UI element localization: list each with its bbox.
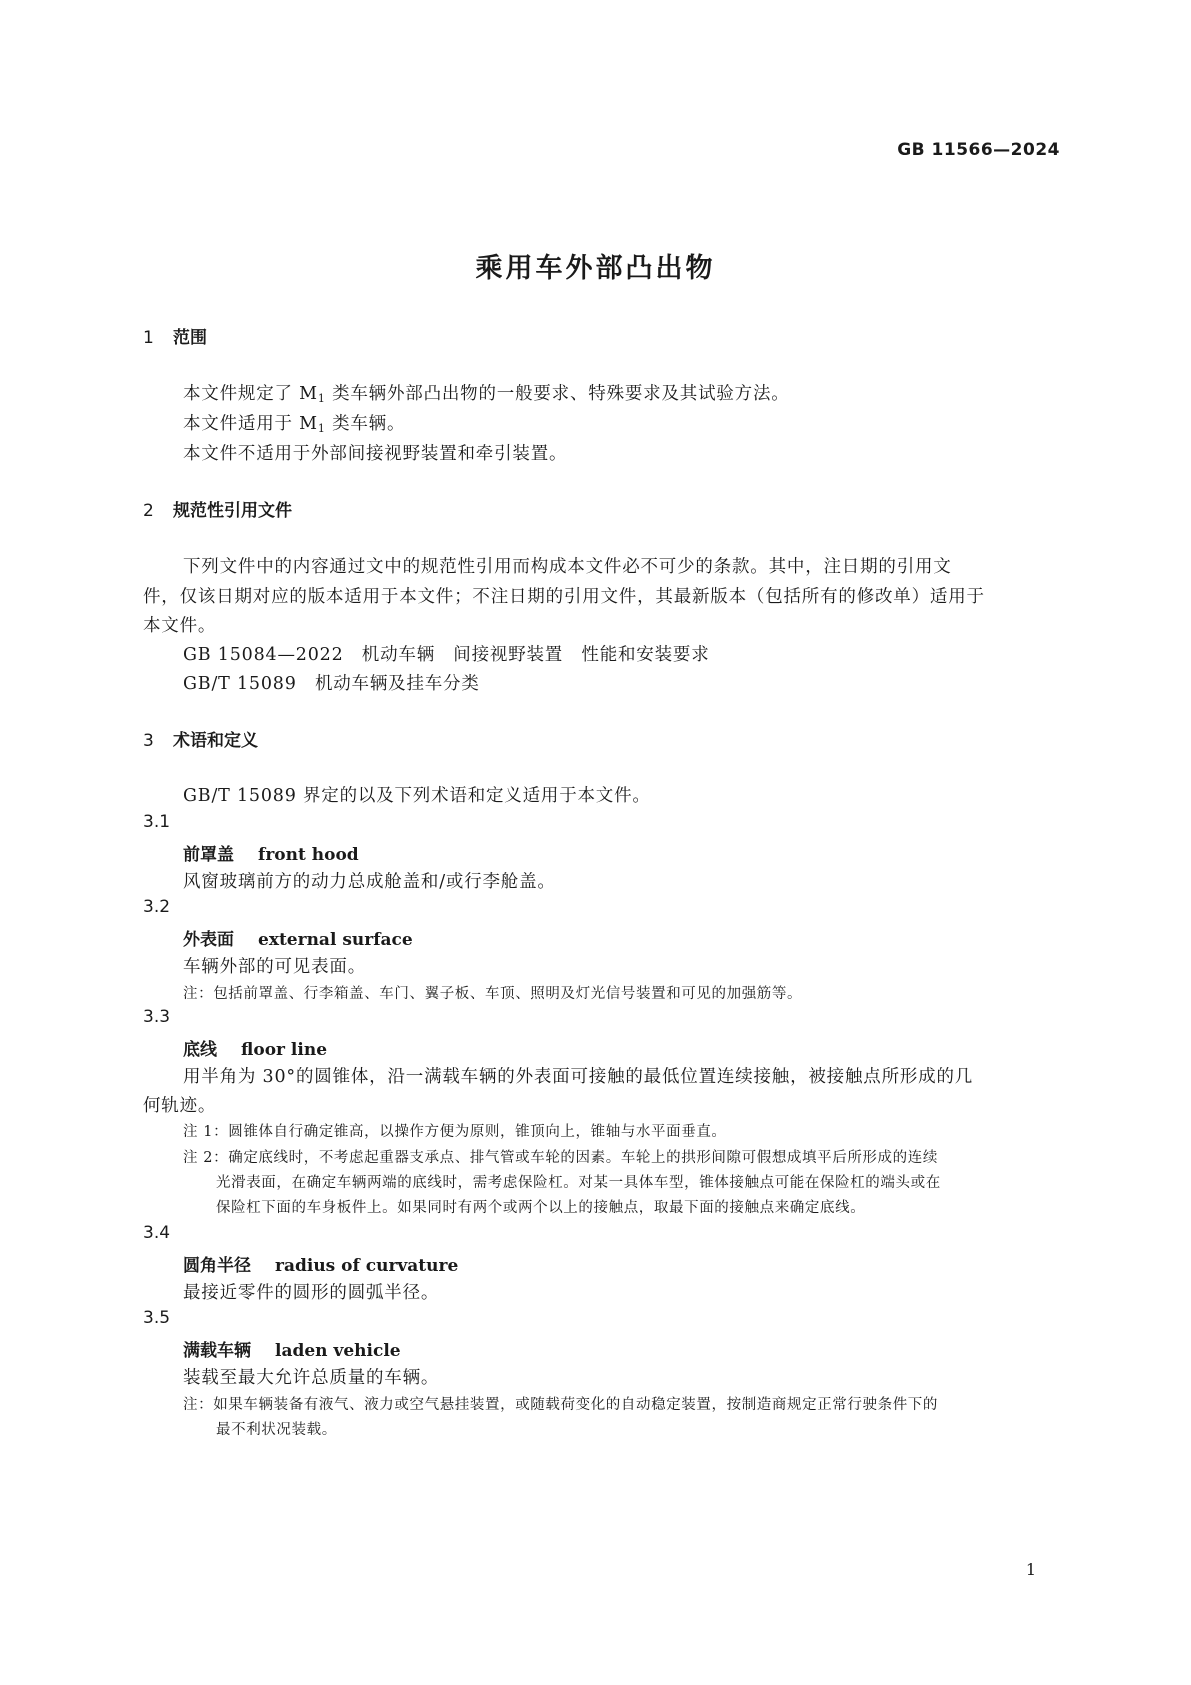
term-number: 3.2 bbox=[143, 897, 171, 917]
term-heading bbox=[183, 1251, 458, 1276]
term-definition: 装载至最大允许总质量的车辆。 bbox=[183, 1368, 440, 1388]
term-zh: 前罩盖 bbox=[183, 845, 234, 865]
subscript: 1 bbox=[317, 392, 326, 405]
term-en: front hood bbox=[258, 845, 359, 865]
normative-refs-line-1: 下列文件中的内容通过文中的规范性引用而构成本文件必不可少的条款。其中，注日期的引用文 bbox=[183, 557, 952, 577]
term-number: 3.3 bbox=[143, 1007, 171, 1027]
term-definition: 车辆外部的可见表面。 bbox=[183, 957, 366, 977]
term-zh: 外表面 bbox=[183, 930, 234, 950]
section-number: 1 bbox=[143, 328, 154, 348]
section-title: 术语和定义 bbox=[173, 731, 258, 751]
term-definition: 风窗玻璃前方的动力总成舱盖和/或行李舱盖。 bbox=[183, 872, 556, 892]
term-zh: 底线 bbox=[183, 1040, 217, 1060]
scope-paragraph-2: 本文件适用于 $M_1$ 类车辆。 bbox=[183, 414, 406, 435]
term-note-2-line-1: 注 2：确定底线时，不考虑起重器支承点、排气管或车轮的因素。车轮上的拱形间隙可假想成填平后所形成的连续 bbox=[183, 1150, 938, 1166]
term-note-1: 注 1：圆锥体自行确定锥高，以操作方便为原则，锥顶向上，锥轴与水平面垂直。 bbox=[183, 1124, 727, 1140]
document-title: 乘用车外部凸出物 bbox=[475, 253, 716, 284]
term-en: laden vehicle bbox=[275, 1341, 401, 1361]
section-3-heading bbox=[143, 726, 258, 751]
term-number: 3.4 bbox=[143, 1223, 171, 1243]
scope-paragraph-3: 本文件不适用于外部间接视野装置和牵引装置。 bbox=[183, 444, 568, 464]
term-number: 3.1 bbox=[143, 812, 171, 832]
term-en: floor line bbox=[241, 1040, 328, 1060]
section-number: 2 bbox=[143, 501, 154, 521]
scope-paragraph-1: 本文件规定了 $M_1$ 类车辆外部凸出物的一般要求、特殊要求及其试验方法。 bbox=[183, 384, 790, 405]
term-number: 3.5 bbox=[143, 1308, 171, 1328]
term-heading bbox=[183, 840, 359, 865]
term-heading bbox=[183, 925, 413, 950]
section-2-heading bbox=[143, 496, 292, 521]
term-zh: 满载车辆 bbox=[183, 1341, 251, 1361]
reference-item: GB 15084—2022 机动车辆 间接视野装置 性能和安装要求 bbox=[183, 645, 710, 665]
term-note: 注：包括前罩盖、行李箱盖、车门、翼子板、车顶、照明及灯光信号装置和可见的加强筋等。 bbox=[183, 986, 803, 1002]
term-note-line-2: 最不利状况装载。 bbox=[216, 1422, 337, 1438]
terms-intro: GB/T 15089 界定的以及下列术语和定义适用于本文件。 bbox=[183, 786, 651, 806]
reference-item: GB/T 15089 机动车辆及挂车分类 bbox=[183, 674, 480, 694]
term-zh: 圆角半径 bbox=[183, 1256, 251, 1276]
term-note-line-1: 注：如果车辆装备有液气、液力或空气悬挂装置，或随载荷变化的自动稳定装置，按制造商规定正常行驶条件下的 bbox=[183, 1397, 938, 1413]
subscript: 1 bbox=[317, 422, 326, 435]
term-en: external surface bbox=[258, 930, 413, 950]
standard-code: GB 11566—2024 bbox=[897, 140, 1060, 160]
page-number: 1 bbox=[1025, 1560, 1036, 1579]
normative-refs-line-3: 本文件。 bbox=[143, 616, 217, 636]
term-note-2-line-2: 光滑表面，在确定车辆两端的底线时，需考虑保险杠。对某一具体车型，锥体接触点可能在保险杠的端头或在 bbox=[216, 1175, 941, 1191]
term-heading bbox=[183, 1336, 401, 1361]
section-number: 3 bbox=[143, 731, 154, 751]
term-heading bbox=[183, 1035, 327, 1060]
section-title: 范围 bbox=[173, 328, 207, 348]
term-en: radius of curvature bbox=[275, 1256, 459, 1276]
term-definition-line-1: 用半角为 30°的圆锥体，沿一满载车辆的外表面可接触的最低位置连续接触，被接触点所形成的几 bbox=[183, 1067, 974, 1087]
term-definition-line-2: 何轨迹。 bbox=[143, 1096, 217, 1116]
term-note-2-line-3: 保险杠下面的车身板件上。如果同时有两个或两个以上的接触点，取最下面的接触点来确定底线。 bbox=[216, 1200, 866, 1216]
section-1-heading bbox=[143, 323, 207, 348]
term-definition: 最接近零件的圆形的圆弧半径。 bbox=[183, 1283, 440, 1303]
section-title: 规范性引用文件 bbox=[173, 501, 292, 521]
normative-refs-line-2: 件，仅该日期对应的版本适用于本文件；不注日期的引用文件，其最新版本（包括所有的修改单）适用于 bbox=[143, 587, 985, 607]
